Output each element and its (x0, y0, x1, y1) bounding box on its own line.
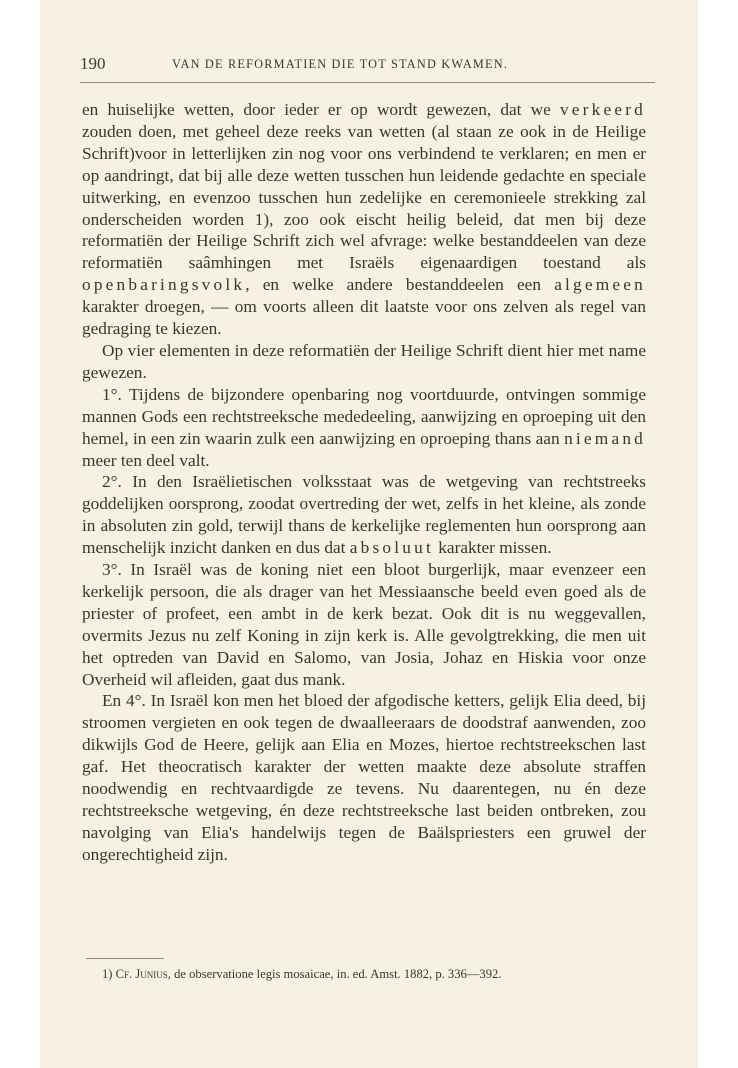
footnote-marker: 1) (102, 967, 113, 981)
footnote-author: Junius (135, 967, 168, 981)
paragraph-6: En 4°. In Israël kon men het bloed der afgodische ketters, gelijk Elia deed, bij stroomen vergieten en ook tegen de dwaalleeraars de doodstraf aanwenden, zoo dikwijls God de Heere, gelijk aan Elia en Mozes, hiertoe rechtstreekschen last gaf. Het theocratisch karakter der wetten maakte deze absolute straffen noodwendig en rechtvaardigde ze tevens. Nu daarentegen, nu én deze rechtstreeksche wetgeving, én deze rechtstreeksche last beiden ontbreken, zou navolging van Elia's handelwijs tegen de Baälspriesters een gruwel der ongerechtigheid zijn. (82, 691, 646, 864)
header-rule (80, 82, 655, 83)
spaced-emphasis: algemeen (554, 275, 646, 295)
spaced-emphasis: verkeerd (559, 100, 646, 119)
footnote-cf: Cf. (115, 967, 133, 981)
footnote-rule (86, 958, 164, 959)
paragraph-2: Op vier elementen in deze reformatiën der Heilige Schrift dient hier met name gewezen. (82, 340, 646, 382)
spaced-emphasis: niemand (564, 428, 646, 448)
paragraph-4: 2°. In den Israëlietischen volksstaat was de wetgeving van rechtstreeks goddelijken oorsprong, zoodat overtreding der wet, zelfs in het kleine, als zonde in absoluten zin gold, terwijl thans de kerkelijke reglementen hun oorsprong aan menschelijk inzicht danken en dus dat absoluut karakter missen. (82, 472, 646, 558)
paragraph-5: 3°. In Israël was de koning niet een bloot burgerlijk, maar evenzeer een kerkelijk persoon, die als drager van het Messiaansche beeld even goed als de priester of profeet, een ambt in de kerk bezat. Ook dit is nu weggevallen, overmits Jezus nu zelf Koning in zijn kerk is. Alle gevolgtrekking, die men uit het optreden van David en Salomo, van Josia, Johaz en Hiskia voor onze Overheid wil afleiden, gaat dus mank. (82, 560, 646, 689)
footnote-text: , de observatione legis mosaicae, in. ed. Amst. 1882, p. 336—392. (167, 967, 502, 981)
spaced-emphasis: absoluut (349, 538, 434, 558)
page-number: 190 (80, 54, 106, 73)
spaced-emphasis: openbaringsvolk (82, 275, 246, 295)
body-text (82, 99, 646, 866)
book-page (40, 0, 698, 1068)
footnote (102, 966, 662, 982)
running-title: VAN DE REFORMATIEN DIE TOT STAND KWAMEN. (172, 57, 509, 71)
paragraph-3: 1°. Tijdens de bijzondere openbaring nog voortduurde, ontvingen sommige mannen Gods een rechtstreeksche mededeeling, aanwijzing en oproeping uit den hemel, in een zin waarin zulk een aanwijzing en oproeping thans aan niemand meer ten deel valt. (82, 384, 646, 470)
paragraph-1: en huiselijke wetten, door ieder er op wordt gewezen, dat we verkeerd zouden doen, met geheel deze reeks van wetten (al staan ze ook in de Heilige Schrift)voor in letterlijken zin nog voor ons verbindend te verklaren; en men er op aandringt, dat bij alle deze wetten tusschen hun leidende gedachte en speciale uitwerking, en evenzoo tusschen hun zedelijke en ceremonieele strekking zal onderscheiden worden 1), zoo ook eischt heilig beleid, dat men bij deze reformatiën der Heilige Schrift zich wel afvrage: welke bestanddeelen van deze reformatiën saâmhingen met Israëls eigenaardigen toestand als openbaringsvolk, en welke andere bestanddeelen een algemeen karakter droegen, — om voorts alleen dit laatste voor ons zelven als regel van gedraging te kiezen. (82, 100, 646, 339)
